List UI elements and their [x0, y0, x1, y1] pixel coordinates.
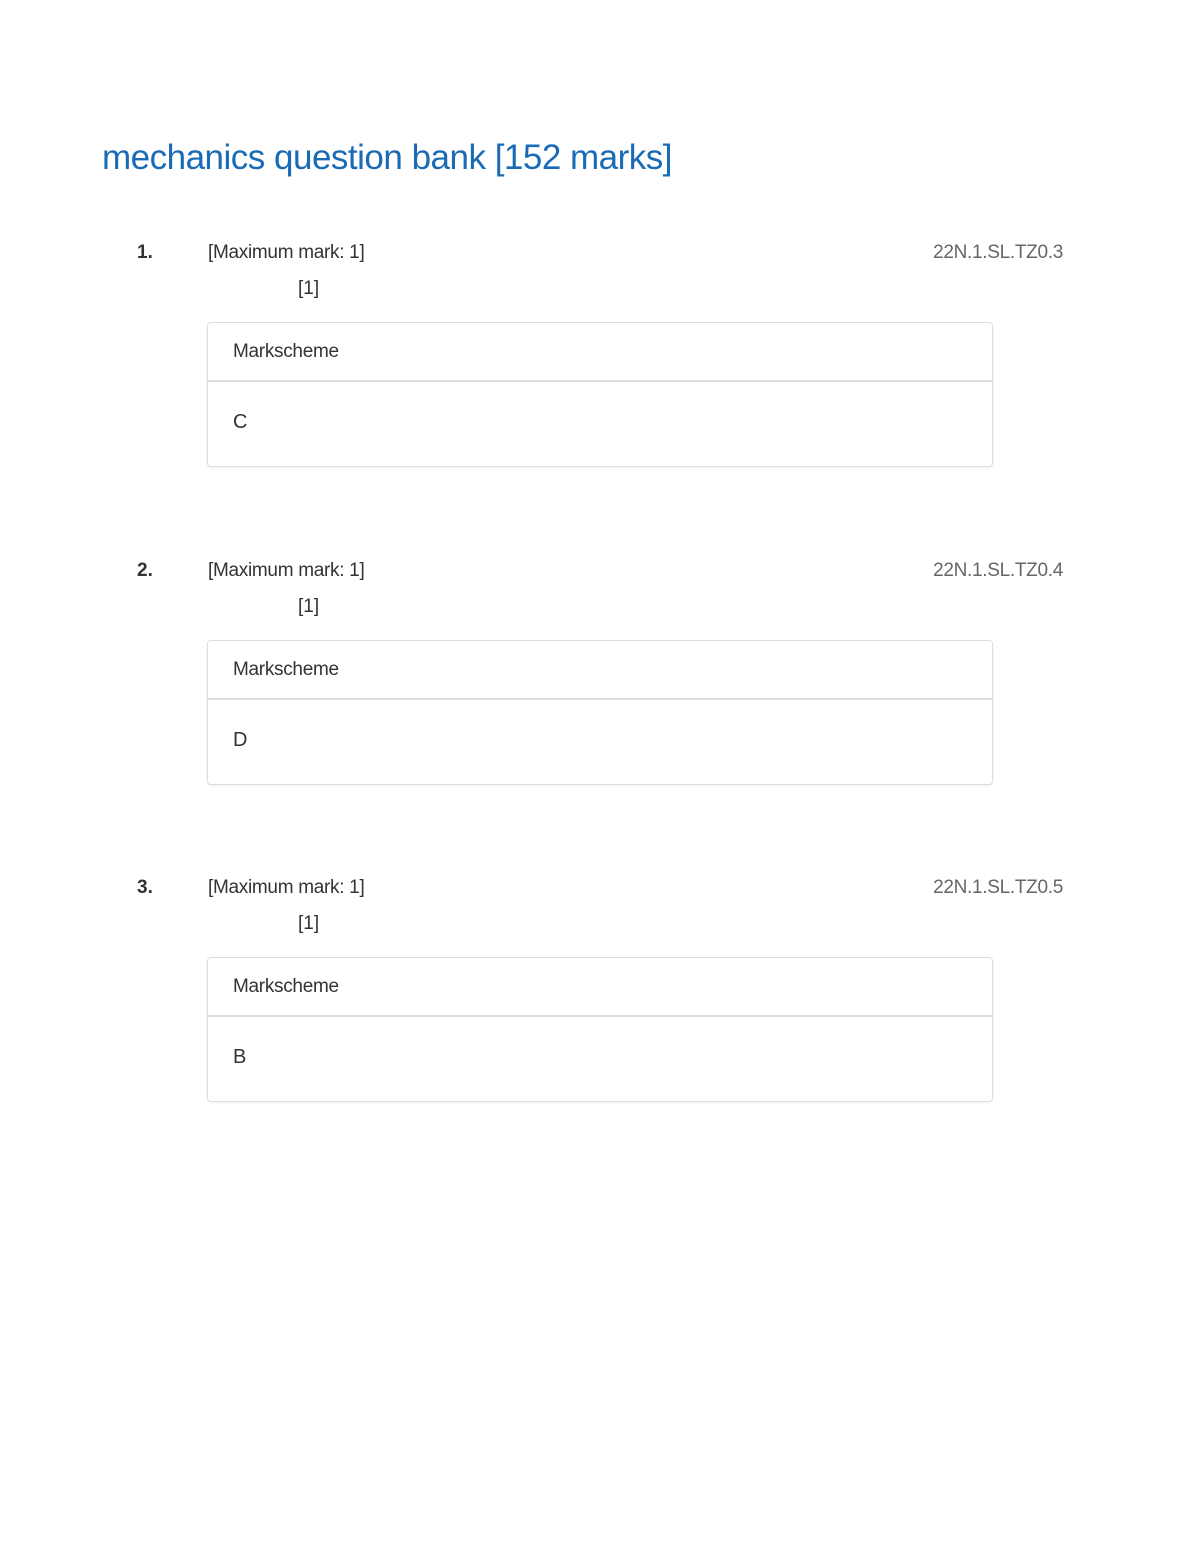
question-code: 22N.1.SL.TZ0.5: [933, 877, 1063, 898]
question-sub-mark: [1]: [298, 596, 320, 617]
markscheme-answer: C: [233, 411, 248, 433]
markscheme-answer: D: [233, 729, 248, 751]
question-1: [0, 242, 1200, 502]
question-code: 22N.1.SL.TZ0.4: [933, 560, 1063, 581]
question-sub-mark: [1]: [298, 913, 320, 934]
markscheme-panel: [207, 640, 993, 785]
question-3: [0, 877, 1200, 1137]
question-code: 22N.1.SL.TZ0.3: [933, 242, 1063, 263]
markscheme-header: Markscheme: [208, 641, 992, 700]
question-max-mark: [Maximum mark: 1]: [208, 242, 365, 263]
markscheme-answer: B: [233, 1046, 247, 1068]
question-max-mark: [Maximum mark: 1]: [208, 560, 365, 581]
question-sub-mark: [1]: [298, 278, 320, 299]
markscheme-panel: [207, 957, 993, 1102]
markscheme-header: Markscheme: [208, 958, 992, 1017]
question-max-mark: [Maximum mark: 1]: [208, 877, 365, 898]
question-number: 3.: [137, 877, 153, 898]
question-number: 1.: [137, 242, 153, 263]
question-number: 2.: [137, 560, 153, 581]
markscheme-header: Markscheme: [208, 323, 992, 382]
markscheme-panel: [207, 322, 993, 467]
page-title: mechanics question bank [152 marks]: [102, 138, 673, 177]
question-2: [0, 560, 1200, 820]
